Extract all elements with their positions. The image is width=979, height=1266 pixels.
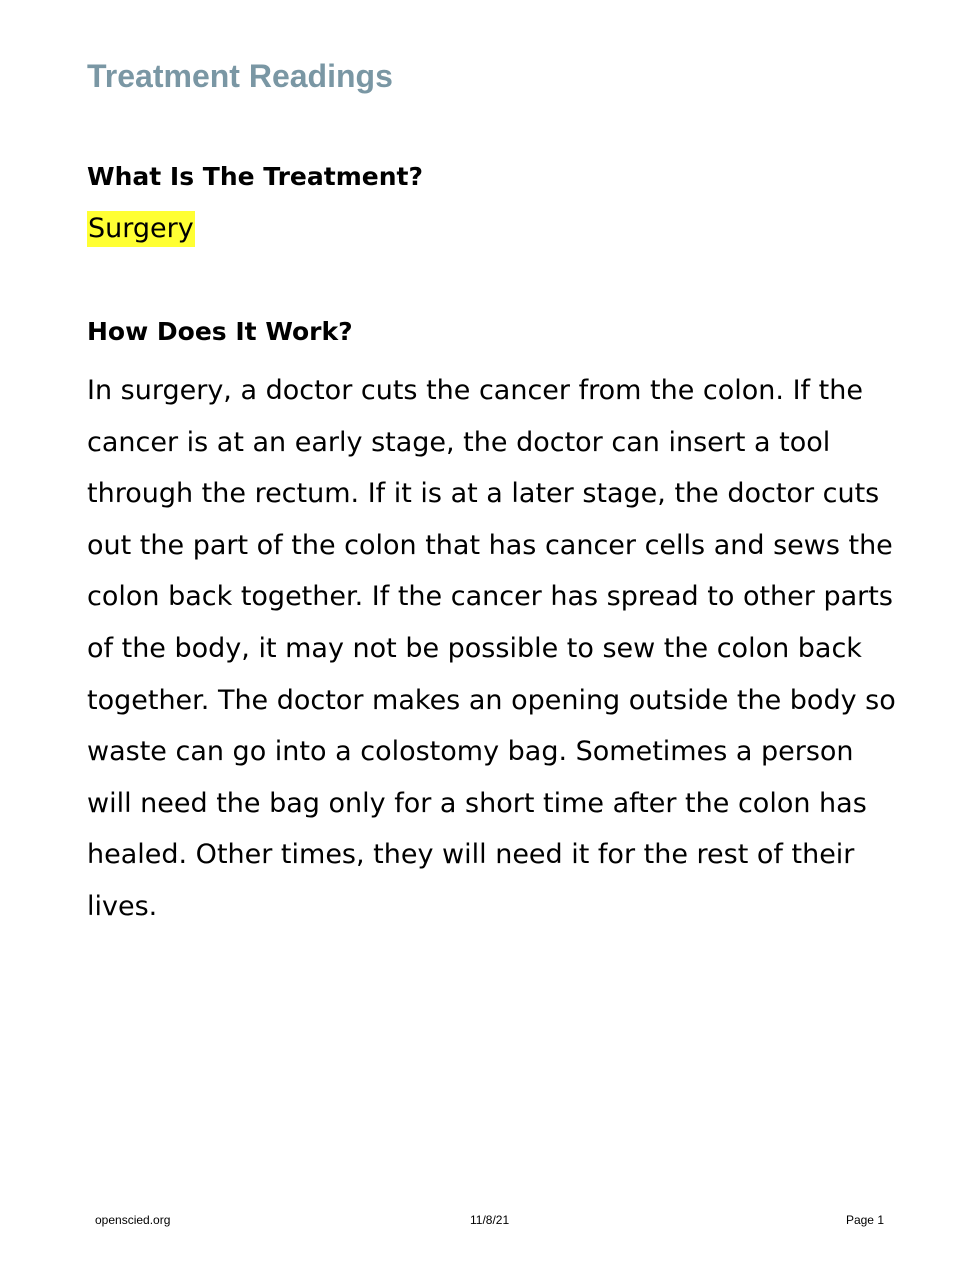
section-heading-how-it-works: How Does It Work?	[87, 317, 353, 346]
section-heading-treatment: What Is The Treatment?	[87, 162, 423, 191]
footer-date: 11/8/21	[470, 1213, 510, 1227]
footer-site: openscied.org	[95, 1213, 171, 1227]
page-title: Treatment Readings	[87, 58, 393, 94]
footer-page-number: Page 1	[845, 1213, 884, 1227]
treatment-answer-highlight: Surgery	[87, 211, 195, 247]
how-it-works-paragraph: In surgery, a doctor cuts the cancer from the colon. If the cancer is at an early stage, the doctor can insert a tool through the rectum. If it is at a later stage, the doctor cuts out the part of the colon that has cancer cells and sews the colon back together. If the cancer has spread to other parts of the body, it may not be possible to sew the colon back together. The doctor makes an opening outside the body so waste can go into a colostomy bag. Sometimes a person will need the bag only for a short time after the colon has healed. Other times, they will need it for the rest of their lives.	[87, 375, 896, 922]
